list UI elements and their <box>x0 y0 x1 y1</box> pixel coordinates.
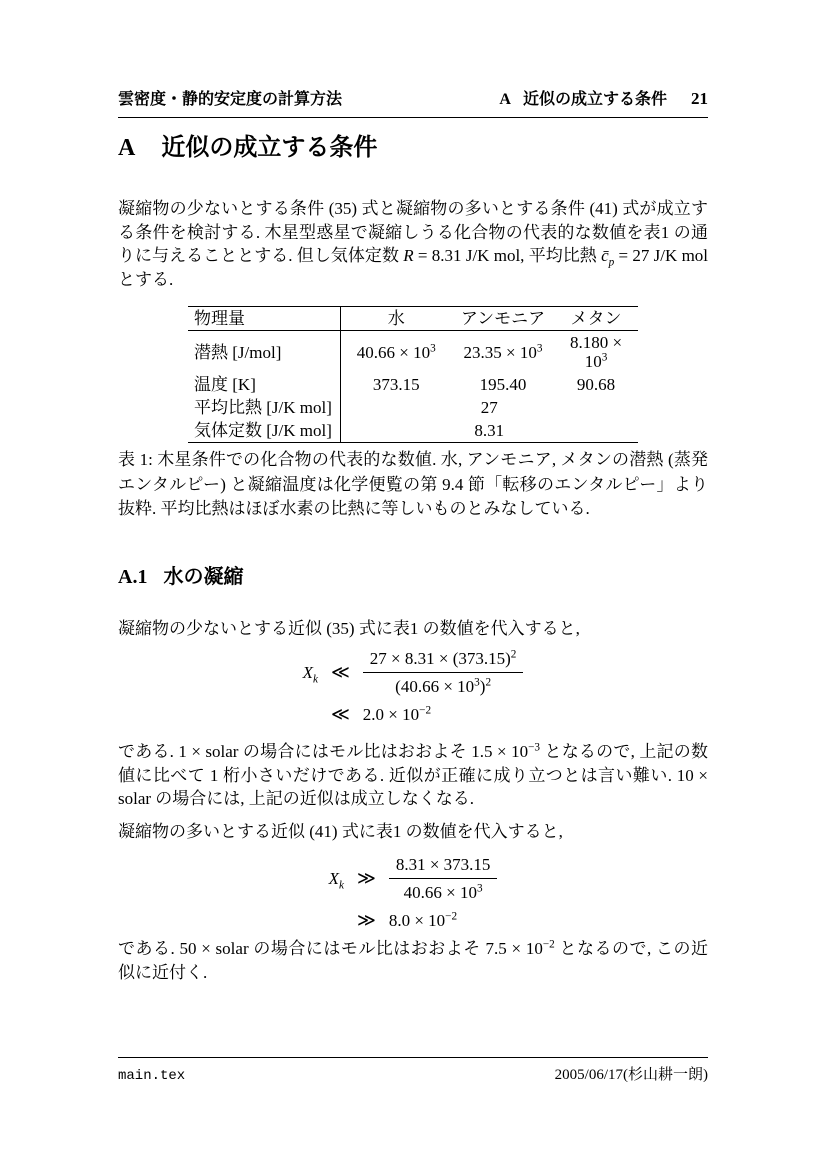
equation-lhs: $X_k$ <box>302 663 318 686</box>
equation-few-condensate <box>118 648 708 725</box>
table-row-temperature <box>188 373 638 396</box>
cell-value: 195.40 <box>479 375 527 394</box>
section-heading <box>118 136 708 161</box>
equation-result: $8.0 \times 10^{-2}$ <box>388 910 458 930</box>
table-header-water: 水 <box>340 307 452 331</box>
table-1-caption: 表 1: 木星条件での化合物の代表的な数値. 水, アンモニア, メタンの潜熱 (蒸発エンタルピー) と凝縮温度は化学便覧の第 9.4 節「転移のエンタルピー」より抜粋. 平均比熱はほぼ水素の比熱に等しいものとみなしている. <box>118 450 708 518</box>
subsection-title: 水の凝縮 <box>163 566 244 588</box>
fraction-numerator: 8.31 × 373.15 <box>389 854 498 879</box>
table-1-block <box>118 306 708 443</box>
page-number: 21 <box>691 89 708 108</box>
table-row-gas-constant <box>188 419 638 443</box>
subsection-number: A.1 <box>118 566 148 588</box>
cell-value: 90.68 <box>576 375 616 394</box>
table-1 <box>188 306 638 443</box>
cell-span-value: 8.31 <box>474 421 505 440</box>
running-header-section-number: A <box>499 91 511 108</box>
table-row-latent-heat <box>188 331 638 374</box>
row-label: 平均比熱 [J/K mol] <box>188 396 340 419</box>
footer-filename: main.tex <box>118 1068 186 1084</box>
eq2-intro-paragraph: 凝縮物の多いとする近似 (41) 式に表1 の数値を代入すると, <box>118 822 563 841</box>
cell-value: 373.15 <box>372 375 420 394</box>
after-eq1-paragraph: である. 1 × solar の場合にはモル比はおおよそ $1.5 \times 10^{-3}$ となるので, 上記の数値に比べて 1 桁小さいだけである. 近似が正確に成り立つとは言い難い. 10 × solar の場合には, 上記の近似は成立しなくなる. <box>118 741 708 808</box>
eq1-intro-paragraph: 凝縮物の少ないとする近似 (35) 式に表1 の数値を代入すると, <box>118 619 580 638</box>
table-row-mean-specific-heat <box>188 396 638 419</box>
fraction <box>389 854 498 903</box>
equation-lhs: $X_k$ <box>328 869 344 892</box>
section-title: 近似の成立する条件 <box>161 134 378 161</box>
equation-much-condensate <box>118 854 708 931</box>
cell-value: $8.180 \times 10^3$ <box>569 333 623 371</box>
running-header-left-title: 雲密度・静的安定度の計算方法 <box>118 91 343 108</box>
equation-grid <box>329 854 498 931</box>
fraction-numerator: $27 \times 8.31 \times (373.15)^2$ <box>363 648 524 673</box>
row-label: 潜熱 [J/mol] <box>188 331 340 374</box>
intro-paragraph: 凝縮物の少ないとする条件 (35) 式と凝縮物の多いとする条件 (41) 式が成立する条件を検討する. 木星型惑星で凝縮しうる化合物の代表的な数値を表1 の通りに与えることとする. 但し気体定数 R = 8.31 J/K mol, 平均比熱 $c̄_p = 27$ J/K mol とする. <box>118 199 709 289</box>
cell-value: $40.66 \times 10^3$ <box>356 341 436 362</box>
fraction <box>363 648 524 697</box>
table-header-methane: メタン <box>554 307 638 331</box>
fraction-denominator: $(40.66 \times 10^3)^2$ <box>395 676 492 696</box>
subsection-heading <box>118 566 708 590</box>
much-less-than-symbol: ≪ <box>330 662 350 682</box>
equation-grid <box>303 648 524 725</box>
running-header-section-title: 近似の成立する条件 <box>522 91 667 108</box>
much-greater-than-symbol: ≫ <box>356 910 376 930</box>
cell-value: $23.35 \times 10^3$ <box>463 341 543 362</box>
fraction-denominator: $40.66 \times 10^3$ <box>403 882 483 902</box>
table-header-ammonia: アンモニア <box>452 307 554 331</box>
row-label: 温度 [K] <box>188 373 340 396</box>
much-greater-than-symbol: ≫ <box>356 868 376 888</box>
running-header-right <box>499 87 708 112</box>
much-less-than-symbol: ≪ <box>330 704 350 724</box>
running-header <box>118 87 708 118</box>
table-header-quantity: 物理量 <box>188 307 340 331</box>
footer-date: 2005/06/17(杉山耕一朗) <box>554 1067 708 1083</box>
running-footer <box>118 1057 708 1089</box>
after-eq2-paragraph: である. 50 × solar の場合にはモル比はおおよそ $7.5 \times 10^{-2}$ となるので, この近似に近付く. <box>118 938 708 982</box>
equation-result: $2.0 \times 10^{-2}$ <box>362 704 432 724</box>
table-header-row <box>188 307 638 331</box>
row-label: 気体定数 [J/K mol] <box>188 419 340 443</box>
cell-span-value: 27 <box>480 398 498 417</box>
section-number: A <box>118 135 136 161</box>
